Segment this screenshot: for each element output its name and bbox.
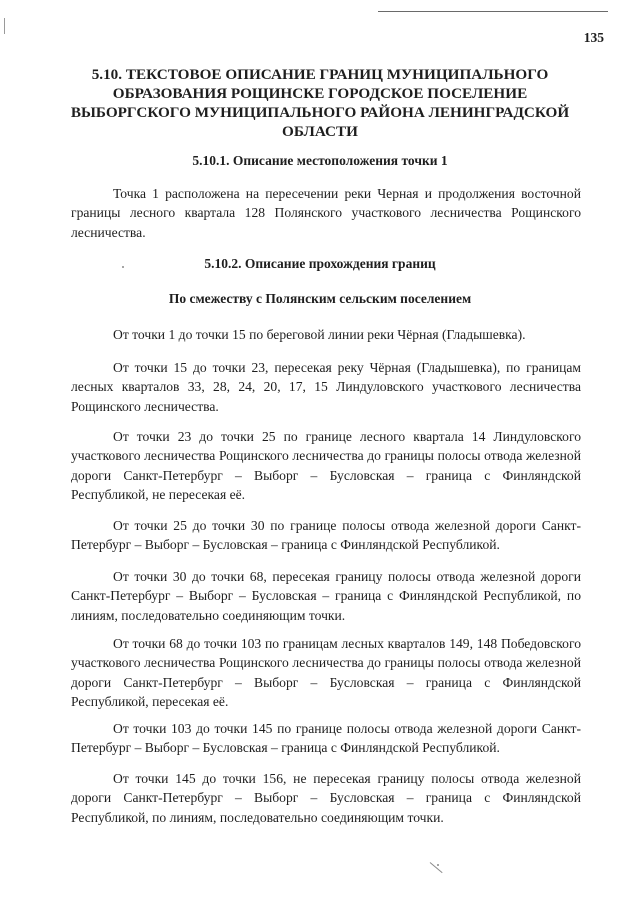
boundary-paragraph: От точки 30 до точки 68, пересекая границу полосы отвода железной дороги Санкт-Петербург – Выборг – Бусловская – граница с Финляндской Республикой, по линиям, последовательно соединяющим точки. [71, 569, 581, 623]
scan-edge-mark [378, 11, 608, 12]
boundary-paragraph: От точки 68 до точки 103 по границам лесных кварталов 149, 148 Победовского участкового лесничества Рощинского лесничества до границы полосы отвода железной дороги Санкт-Петербург – Выборг – Бусловская – граница с Финляндской Республикой, пересекая её. [71, 636, 581, 710]
scan-speck [437, 864, 439, 866]
page-number: 135 [583, 30, 604, 45]
document-title: 5.10. ТЕКСТОВОЕ ОПИСАНИЕ ГРАНИЦ МУНИЦИПАЛЬНОГО ОБРАЗОВАНИЯ РОЩИНСКЕ ГОРОДСКОЕ ПОСЕЛЕНИЕ ВЫБОРГСКОГО МУНИЦИПАЛЬНОГО РАЙОНА ЛЕНИНГРАДСКОЙ ОБЛАСТИ [70, 66, 570, 140]
scan-edge-mark-left [4, 18, 5, 34]
paragraph-point-1: Точка 1 расположена на пересечении реки Черная и продолжения восточной границы лесного квартала 128 Полянского участкового лесничества Рощинского лесничества. [71, 186, 581, 240]
section-heading-boundary-description: 5.10.2. Описание прохождения границ [204, 256, 436, 271]
boundary-paragraph: От точки 23 до точки 25 по границе лесного квартала 14 Линдуловского участкового лесничества Рощинского лесничества до границы полосы отвода железной дороги Санкт-Петербург – Выборг – Бусловская – граница с Финляндской Республикой, не пересекая её. [71, 429, 581, 503]
boundary-paragraph: От точки 25 до точки 30 по границе полосы отвода железной дороги Санкт-Петербург – Выборг – Бусловская – граница с Финляндской Республикой. [71, 518, 581, 553]
boundary-paragraph: От точки 15 до точки 23, пересекая реку Чёрная (Гладышевка), по границам лесных кварталов 33, 28, 24, 20, 17, 15 Линдуловского участкового лесничества Рощинского лесничества. [71, 360, 581, 414]
subheading-polyanskoe-border: По смежеству с Полянским сельским поселением [168, 291, 472, 306]
section-heading-point-location: 5.10.1. Описание местоположения точки 1 [192, 153, 448, 168]
boundary-paragraph: От точки 145 до точки 156, не пересекая границу полосы отвода железной дороги Санкт-Петербург – Выборг – Бусловская – граница с Финляндской Республикой, по линиям, последовательно соединяющим точки. [71, 771, 581, 825]
boundary-paragraph: От точки 1 до точки 15 по береговой линии реки Чёрная (Гладышевка). [113, 327, 526, 342]
boundary-paragraph: От точки 103 до точки 145 по границе полосы отвода железной дороги Санкт-Петербург – Выборг – Бусловская – граница с Финляндской Республикой. [71, 721, 581, 756]
